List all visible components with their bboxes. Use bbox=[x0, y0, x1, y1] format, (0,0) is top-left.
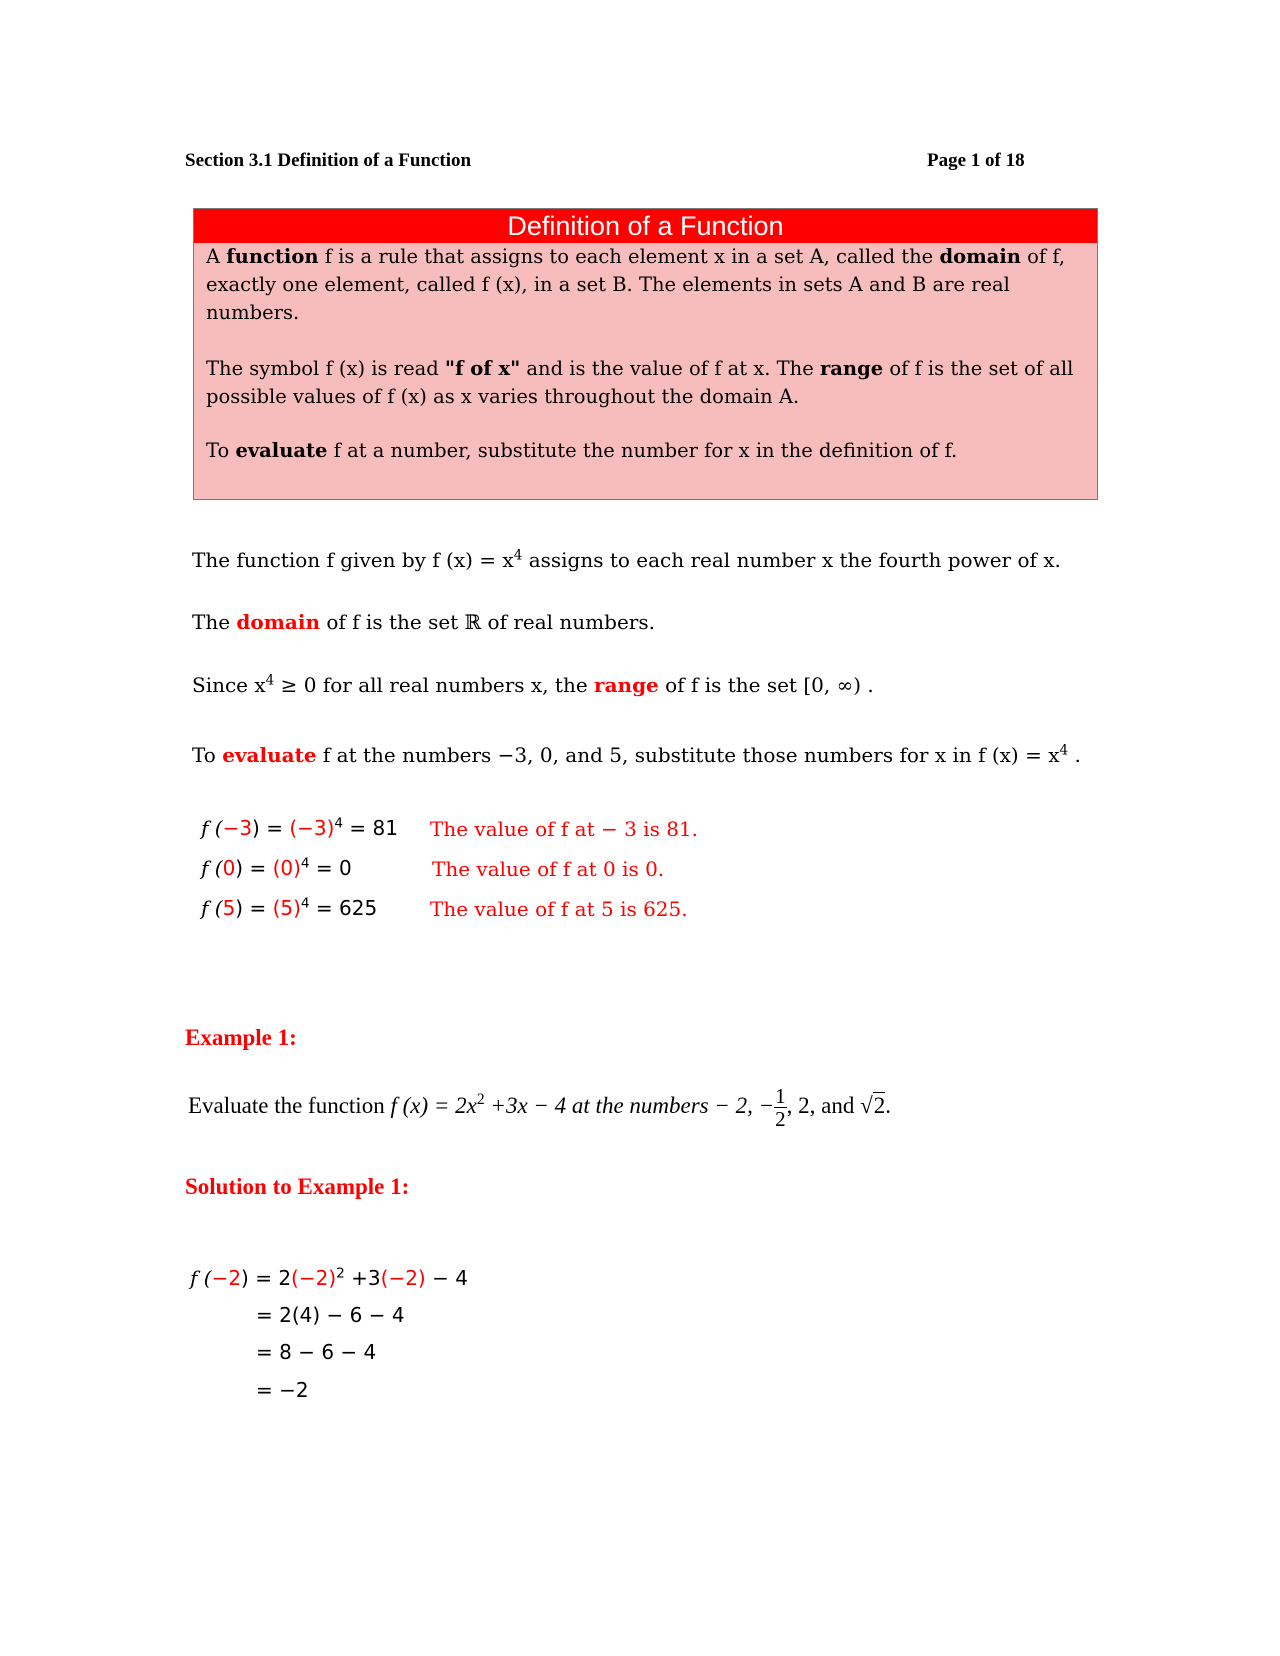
solution-line: = 2(4) − 6 − 4 bbox=[256, 1303, 405, 1327]
function-term: function bbox=[226, 245, 319, 268]
definition-paragraph-range: The symbol f (x) is read "f of x" and is the value of f at x. The range of f is the set of all possible values of f (x) as x varies throughout the domain A. bbox=[206, 357, 1074, 408]
range-term: range bbox=[819, 357, 884, 380]
evaluate-term: evaluate bbox=[235, 439, 328, 462]
one-half-fraction: $\frac{1}{2}$ bbox=[775, 1084, 786, 1132]
definition-title: Definition of a Function bbox=[194, 209, 1097, 243]
evaluation-note: The value of f at − 3 is 81. bbox=[430, 817, 699, 841]
intro-line-range: Since $x^4 \ge 0$ for all real numbers x, the range of f is the set [0, ∞) . bbox=[192, 672, 874, 697]
intro-line-function: The function f given by f $(x) = x^4$ assigns to each real number x the fourth power of x. bbox=[192, 547, 1061, 572]
solution-line: = 8 − 6 − 4 bbox=[256, 1340, 377, 1364]
definition-paragraph-evaluate: To evaluate f at a number, substitute the number for x in the definition of f. bbox=[206, 439, 958, 462]
evaluation-note: The value of f at 0 is 0. bbox=[432, 857, 665, 881]
evaluate-highlight: evaluate bbox=[222, 743, 317, 767]
domain-term: domain bbox=[939, 245, 1021, 268]
solution-1-heading: Solution to Example 1: bbox=[185, 1174, 410, 1199]
example-1-heading: Example 1: bbox=[185, 1025, 297, 1050]
evaluation-row: f $(-3) = (-3)^4 = 81$ bbox=[201, 815, 398, 840]
sqrt-two: 2 bbox=[873, 1092, 886, 1118]
example-1-problem: Evaluate the function f $(x) = 2x^2 +3x - 4$ at the numbers − 2, − $\frac{1}{2}$ , 2, and √2. bbox=[188, 1084, 892, 1132]
evaluation-row: f $(5) = (5)^4 = 625$ bbox=[201, 895, 378, 920]
page-label: Page 1 of 18 bbox=[927, 150, 1025, 171]
definition-box bbox=[193, 208, 1098, 500]
intro-line-domain: The domain of f is the set ℝ of real numbers. bbox=[192, 610, 655, 634]
range-highlight: range bbox=[594, 673, 659, 697]
intro-line-evaluate: To evaluate f at the numbers −3, 0, and 5, substitute those numbers for x in f $(x) = x^4$ . bbox=[192, 742, 1081, 767]
evaluation-row: f $(0) = (0)^4 = 0$ bbox=[201, 855, 352, 880]
evaluation-note: The value of f at 5 is 625. bbox=[430, 897, 688, 921]
definition-paragraph-function: A function f is a rule that assigns to each element x in a set A, called the domain of f, exactly one element, called f (x), in a set B. The elements in sets A and B are real numbers. bbox=[206, 245, 1066, 324]
solution-line: f $(-2) = 2(-2)^2 +3(-2) - 4$ bbox=[190, 1265, 468, 1290]
section-title: Section 3.1 Definition of a Function bbox=[185, 150, 472, 171]
solution-line: = −2 bbox=[256, 1378, 309, 1402]
f-of-x-quote: "f of x" bbox=[444, 357, 521, 380]
domain-highlight: domain bbox=[236, 610, 321, 634]
